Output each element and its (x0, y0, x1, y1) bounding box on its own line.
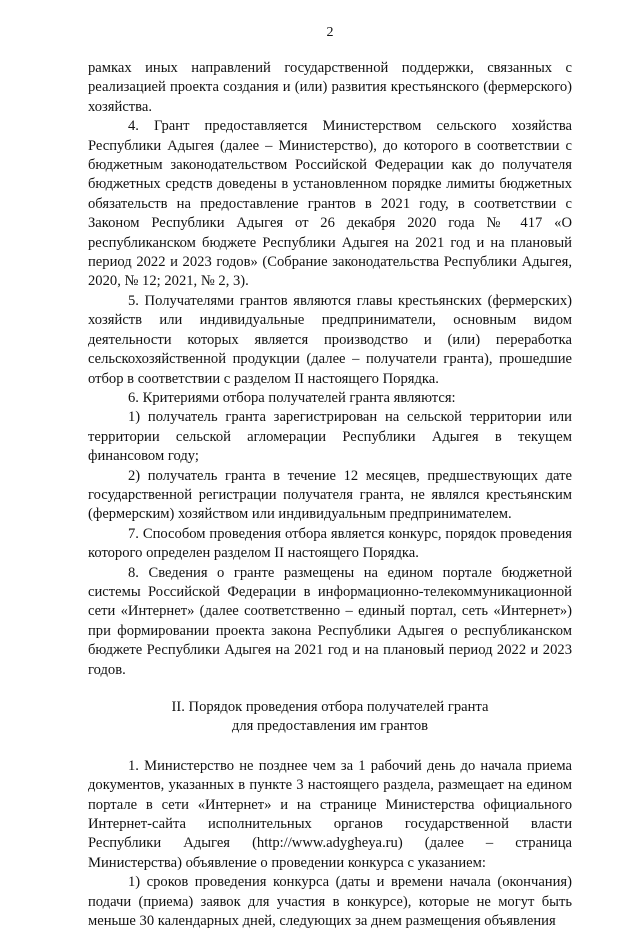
section2-paragraph-1-item-1: 1) сроков проведения конкурса (даты и времени начала (окончания) подачи (приема) заявок для участия в конкурсе), которые не могут быть меньше 30 календарных дней, следующих за днем размещения объявления (88, 874, 572, 930)
paragraph-6: 6. Критериями отбора получателей гранта являются: (128, 389, 456, 406)
paragraph-4: 4. Грант предоставляется Министерством сельского хозяйства Республики Адыгея (далее – Министерство), до которого в соответствии с бюджетным законодательством Российской Федерации как до получателя бюджетных средств доведены в установленном порядке лимиты бюджетных обязательств на предоставление грантов в 2021 году, в соответствии с Законом Республики Адыгея от 26 декабря 2020 года № 417 «О республиканском бюджете Республики Адыгея на 2021 год и на плановый период 2022 и 2023 годов» (Собрание законодательства Республики Адыгея, 2020, № 12; 2021, № 2, 3). (88, 118, 572, 290)
section-heading (88, 698, 572, 737)
paragraph-5: 5. Получателями грантов являются главы крестьянских (фермерских) хозяйств или индивидуальные предприниматели, основным видом деятельности которых является производство и (или) переработка сельскохозяйственной продукции (далее – получатели гранта), прошедшие отбор в соответствии с разделом II настоящего Порядка. (88, 292, 572, 387)
section2-paragraph-1: 1. Министерство не позднее чем за 1 рабочий день до начала приема документов, указанных в пункте 3 настоящего раздела, размещает на едином портале в сети «Интернет» и на странице Министерства официального Интернет-сайта исполнительных органов государственной власти Республики Адыгея (http://www.adygheya.ru) (далее – страница Министерства) объявление о проведении конкурса с указанием: (88, 757, 572, 871)
paragraph-continuation: рамках иных направлений государственной поддержки, связанных с реализацией проекта создания и (или) развития крестьянского (фермерского) хозяйства. (88, 60, 572, 115)
section-heading-line-1: II. Порядок проведения отбора получателей гранта (171, 699, 489, 715)
page-number: 2 (326, 25, 334, 40)
paragraph-6-item-1: 1) получатель гранта зарегистрирован на сельской территории или территории сельской агломерации Республики Адыгея в текущем финансовом году; (88, 409, 572, 465)
paragraph-7: 7. Способом проведения отбора является конкурс, порядок проведения которого определен разделом II настоящего Порядка. (88, 525, 572, 562)
paragraph-6-item-2: 2) получатель гранта в течение 12 месяцев, предшествующих дате государственной регистрации получателя гранта, не являлся крестьянским (фермерским) хозяйством или индивидуальным предпринимателем. (88, 467, 572, 523)
section-heading-line-2: для предоставления им грантов (231, 718, 429, 735)
paragraph-8: 8. Сведения о гранте размещены на едином портале бюджетной системы Российской Федерации в информационно-телекоммуникационной сети «Интернет» (далее соответственно – единый портал, сеть «Интернет») при формировании проекта закона Республики Адыгея о республиканском бюджете Республики Адыгея на 2021 год и на плановый период 2022 и 2023 годов. (88, 564, 572, 678)
top-text-block (88, 59, 572, 680)
